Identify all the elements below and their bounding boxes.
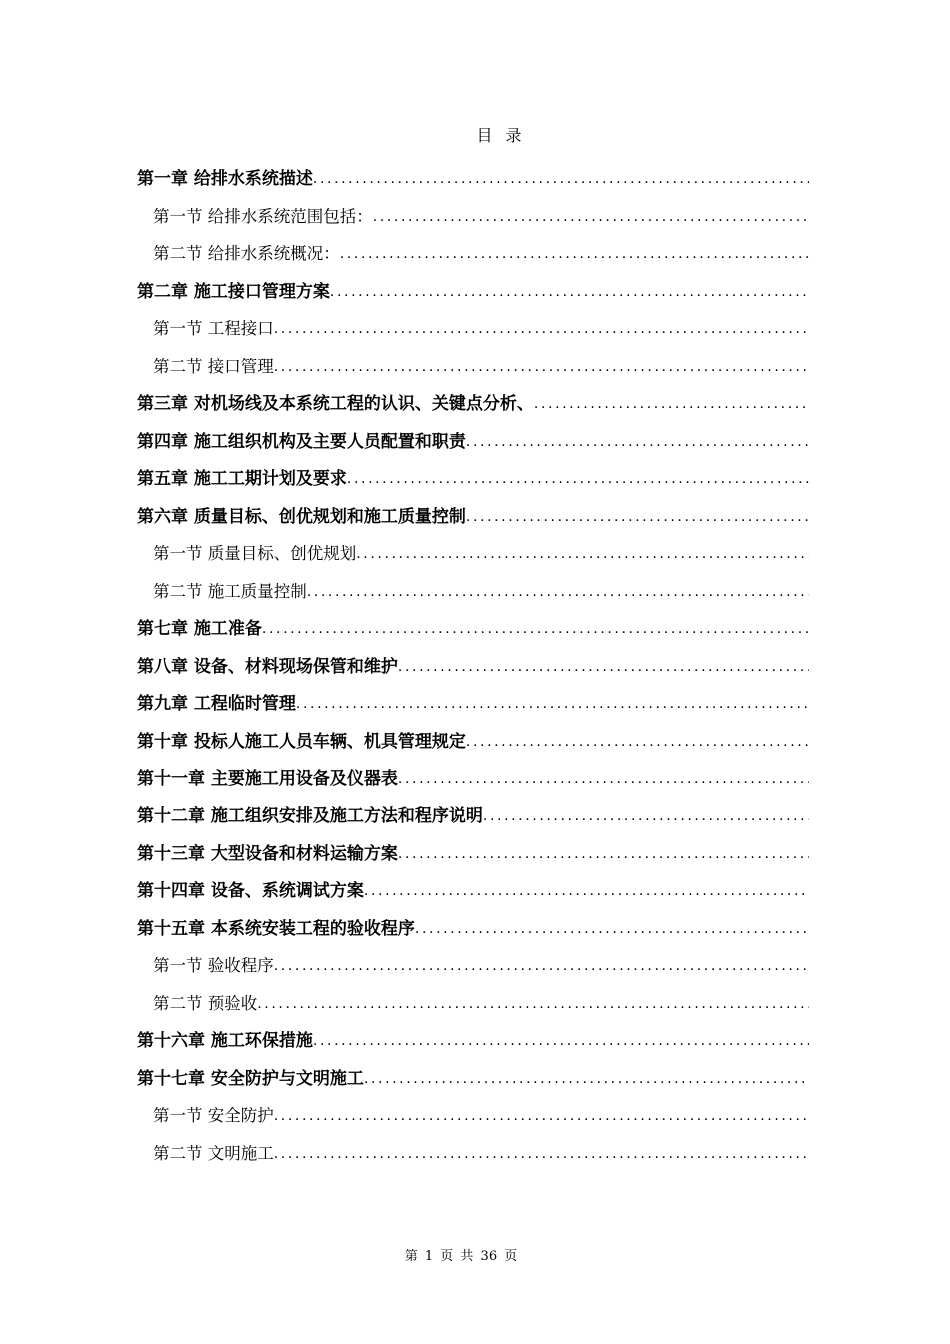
toc-entry-chapter[interactable] bbox=[137, 870, 809, 907]
dot-leader bbox=[364, 877, 809, 907]
toc-entry-chapter[interactable] bbox=[137, 720, 809, 757]
toc-entry-text: 第二节 施工质量控制 bbox=[153, 581, 307, 601]
toc-entry-section[interactable] bbox=[137, 982, 809, 1019]
toc-title: 目 录 bbox=[476, 126, 526, 145]
toc-entry-section[interactable] bbox=[137, 1095, 809, 1132]
toc-entry-chapter[interactable] bbox=[137, 383, 809, 420]
toc-entry-text: 第十六章 施工环保措施 bbox=[137, 1031, 313, 1052]
toc-entry-text: 第九章 工程临时管理 bbox=[137, 694, 296, 715]
dot-leader bbox=[257, 990, 809, 1020]
dot-leader bbox=[466, 728, 809, 758]
dot-leader bbox=[398, 765, 809, 795]
dot-leader bbox=[307, 578, 809, 608]
dot-leader bbox=[274, 1140, 809, 1170]
toc-entry-section[interactable] bbox=[137, 945, 809, 982]
dot-leader bbox=[262, 615, 809, 645]
dot-leader bbox=[340, 240, 809, 270]
toc-entry-chapter[interactable] bbox=[137, 495, 809, 532]
toc-entry-text: 第五章 施工工期计划及要求 bbox=[137, 469, 347, 490]
dot-leader bbox=[296, 690, 809, 720]
toc-entry-text: 第二章 施工接口管理方案 bbox=[137, 281, 330, 302]
toc-entry-chapter[interactable] bbox=[137, 158, 809, 195]
toc-entry-text: 第十四章 设备、系统调试方案 bbox=[137, 881, 364, 902]
toc-entry-section[interactable] bbox=[137, 195, 809, 232]
toc-entry-chapter[interactable] bbox=[137, 832, 809, 869]
toc-entry-text: 第二节 给排水系统概况： bbox=[153, 244, 340, 264]
toc-entry-section[interactable] bbox=[137, 1132, 809, 1169]
toc-entry-chapter[interactable] bbox=[137, 683, 809, 720]
dot-leader bbox=[415, 915, 809, 945]
toc-entry-text: 第十三章 大型设备和材料运输方案 bbox=[137, 843, 398, 864]
toc-entry-section[interactable] bbox=[137, 533, 809, 570]
toc-entry-text: 第一节 给排水系统范围包括： bbox=[153, 206, 373, 226]
dot-leader bbox=[373, 203, 809, 233]
toc-entry-section[interactable] bbox=[137, 570, 809, 607]
dot-leader bbox=[274, 315, 809, 345]
toc-entry-text: 第三章 对机场线及本系统工程的认识、关键点分析、 bbox=[137, 394, 534, 415]
toc-entry-text: 第二节 文明施工 bbox=[153, 1143, 274, 1163]
toc-entry-text: 第一节 质量目标、创优规划 bbox=[153, 544, 357, 564]
dot-leader bbox=[313, 165, 809, 195]
dot-leader bbox=[274, 1102, 809, 1132]
toc-entry-text: 第十章 投标人施工人员车辆、机具管理规定 bbox=[137, 731, 466, 752]
toc-entry-text: 第一节 验收程序 bbox=[153, 956, 274, 976]
toc-entry-text: 第十七章 安全防护与文明施工 bbox=[137, 1068, 364, 1089]
toc-entry-text: 第七章 施工准备 bbox=[137, 619, 262, 640]
dot-leader bbox=[483, 802, 809, 832]
dot-leader bbox=[313, 1027, 809, 1057]
dot-leader bbox=[466, 428, 809, 458]
toc-entry-chapter[interactable] bbox=[137, 458, 809, 495]
toc-entry-text: 第六章 质量目标、创优规划和施工质量控制 bbox=[137, 506, 466, 527]
dot-leader bbox=[398, 840, 809, 870]
toc-entry-chapter[interactable] bbox=[137, 795, 809, 832]
toc-entry-section[interactable] bbox=[137, 233, 809, 270]
dot-leader bbox=[330, 278, 809, 308]
toc-entry-text: 第二节 预验收 bbox=[153, 993, 258, 1013]
toc-entry-text: 第十五章 本系统安装工程的验收程序 bbox=[137, 918, 415, 939]
toc-entry-chapter[interactable] bbox=[137, 608, 809, 645]
dot-leader bbox=[534, 390, 809, 420]
page-footer: 第 1 页 共 36 页 bbox=[404, 1249, 518, 1264]
toc-entry-chapter[interactable] bbox=[137, 270, 809, 307]
toc-entry-section[interactable] bbox=[137, 345, 809, 382]
toc-entry-chapter[interactable] bbox=[137, 1020, 809, 1057]
dot-leader bbox=[274, 353, 809, 383]
dot-leader bbox=[356, 540, 809, 570]
dot-leader bbox=[398, 653, 809, 683]
dot-leader bbox=[347, 465, 809, 495]
toc-entry-text: 第一章 给排水系统描述 bbox=[137, 169, 313, 190]
toc-entry-section[interactable] bbox=[137, 308, 809, 345]
toc-entry-text: 第一节 安全防护 bbox=[153, 1106, 274, 1126]
toc-entry-text: 第一节 工程接口 bbox=[153, 319, 274, 339]
dot-leader bbox=[364, 1065, 809, 1095]
toc-entry-text: 第八章 设备、材料现场保管和维护 bbox=[137, 656, 398, 677]
toc-entry-text: 第四章 施工组织机构及主要人员配置和职责 bbox=[137, 431, 466, 452]
toc-list bbox=[137, 158, 809, 1170]
toc-entry-text: 第十二章 施工组织安排及施工方法和程序说明 bbox=[137, 806, 483, 827]
toc-entry-text: 第二节 接口管理 bbox=[153, 356, 274, 376]
toc-entry-chapter[interactable] bbox=[137, 1057, 809, 1094]
toc-entry-chapter[interactable] bbox=[137, 645, 809, 682]
dot-leader bbox=[466, 503, 809, 533]
toc-entry-chapter[interactable] bbox=[137, 907, 809, 944]
toc-entry-chapter[interactable] bbox=[137, 420, 809, 457]
dot-leader bbox=[274, 952, 809, 982]
toc-entry-chapter[interactable] bbox=[137, 758, 809, 795]
toc-entry-text: 第十一章 主要施工用设备及仪器表 bbox=[137, 768, 398, 789]
